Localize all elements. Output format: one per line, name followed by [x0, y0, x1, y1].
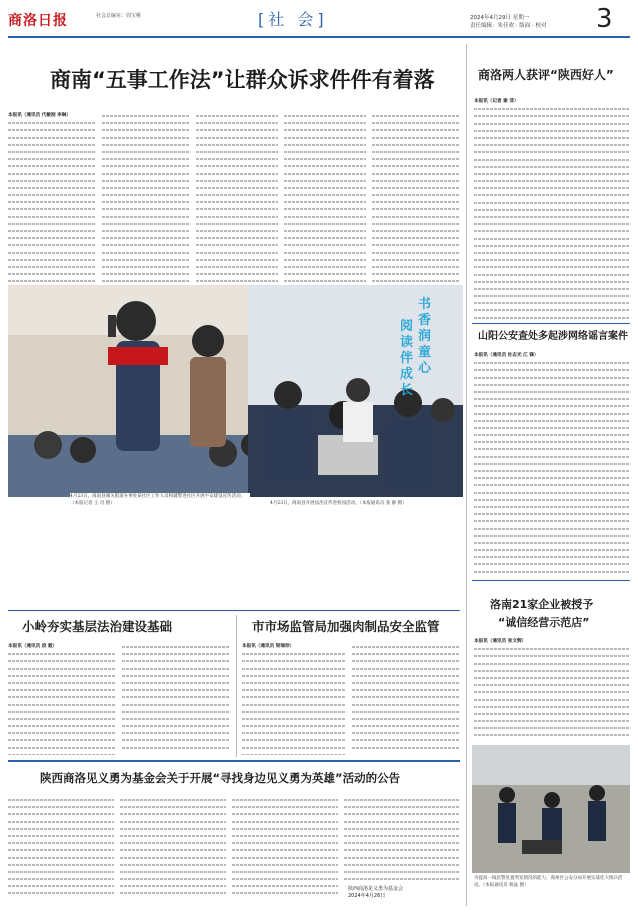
middle-divider [8, 610, 460, 611]
story3-byline: 本报讯（通讯员 张文辉） [474, 639, 527, 644]
editor-info: 社会总编室：周宝桃 [96, 13, 142, 19]
police-drill-caption: 为提高一线民警处置突发情况的能力，商州区公安分局开展实战化大练兵活动。（本报通讯员 杨晶 摄） [474, 876, 623, 888]
right-story-col-1 [242, 643, 346, 755]
top-rule [8, 36, 630, 38]
main-body-col-5 [372, 112, 460, 284]
notice-col-2 [120, 796, 226, 904]
police-drill-photo [472, 745, 630, 873]
date-line [470, 14, 547, 30]
left-story-byline: 本报讯（通讯员 段 毅） [8, 644, 58, 649]
notice-title: 陕西商洛见义勇为基金会关于开展“寻找身边见义勇为英雄”活动的公告 [40, 771, 401, 785]
story2-title: 山阳公安查处多起涉网络谣言案件 [478, 331, 628, 342]
vertical-title-block [400, 297, 432, 417]
left-story-title: 小岭夯实基层法治建设基础 [22, 619, 173, 634]
classroom-photo-image [8, 285, 268, 497]
story3-title-line2: “诚信经营示范店” [498, 616, 590, 629]
right-divider-2 [472, 580, 630, 581]
main-headline: 商南“五事工作法”让群众诉求件件有着落 [50, 68, 435, 92]
notice-col-1 [8, 796, 114, 904]
right-story-title: 市市场监管局加强肉制品安全监管 [252, 619, 440, 634]
vertical-title-2: 阅读伴成长 [400, 319, 414, 398]
story1-title: 商洛两人获评“陕西好人” [478, 68, 614, 82]
newspaper-logo: 商洛日报 [8, 13, 68, 29]
story1-byline: 本报讯（记者 谢 菲） [474, 99, 519, 104]
right-story-byline: 本报讯（通讯员 梁瑞珍） [242, 644, 295, 649]
editor-credits: 责任编辑：朱佳欢 · 版面 · 校对 [470, 23, 547, 29]
issue-date: 2024年4月29日 星期一 [470, 15, 530, 21]
notice-date: 2024年4月26日 [348, 893, 386, 899]
story2-byline: 本报讯（通讯员 杜志光 江 锋） [474, 353, 539, 358]
story2-body [474, 352, 630, 574]
photo2-caption: 4月23日，商南县开展法治宣传进校园活动。（本报通讯员 张 静 摄） [270, 500, 460, 507]
police-drill-photo-image [472, 745, 630, 873]
main-body-col-1 [8, 112, 96, 284]
column-divider [466, 44, 467, 906]
vertical-title-1: 书香润童心 [418, 297, 432, 376]
notice-signature [348, 886, 403, 900]
main-byline: 本报讯（通讯员 代敏刚 李琳） [8, 113, 71, 118]
section-title: [社 会] [258, 10, 328, 29]
story1-body [474, 98, 630, 320]
notice-box [8, 760, 460, 908]
notice-org: 陕西商洛见义勇为基金会 [348, 886, 404, 892]
masthead [0, 0, 638, 38]
main-body-col-4 [284, 112, 366, 284]
left-story-col-2 [122, 643, 230, 755]
photo1-caption: 4月23日，商南县城关街道办事处某社区工作人员和辅警进社区开展平安建设宣传活动。（本报记者 王 肖 摄） [70, 493, 250, 507]
story3-title-line1: 洛南21家企业被授予 [490, 598, 594, 611]
main-body-col-2 [102, 112, 190, 284]
middle-vrule [236, 615, 237, 757]
main-photo-classroom [8, 285, 268, 497]
left-story-col-1 [8, 643, 116, 755]
right-story-col-2 [352, 643, 460, 755]
story3-body [474, 638, 630, 738]
page-number: 3 [596, 4, 613, 34]
notice-col-3 [232, 796, 338, 904]
main-body-col-3 [196, 112, 278, 284]
notice-col-4 [344, 796, 460, 886]
right-divider-1 [472, 323, 630, 324]
